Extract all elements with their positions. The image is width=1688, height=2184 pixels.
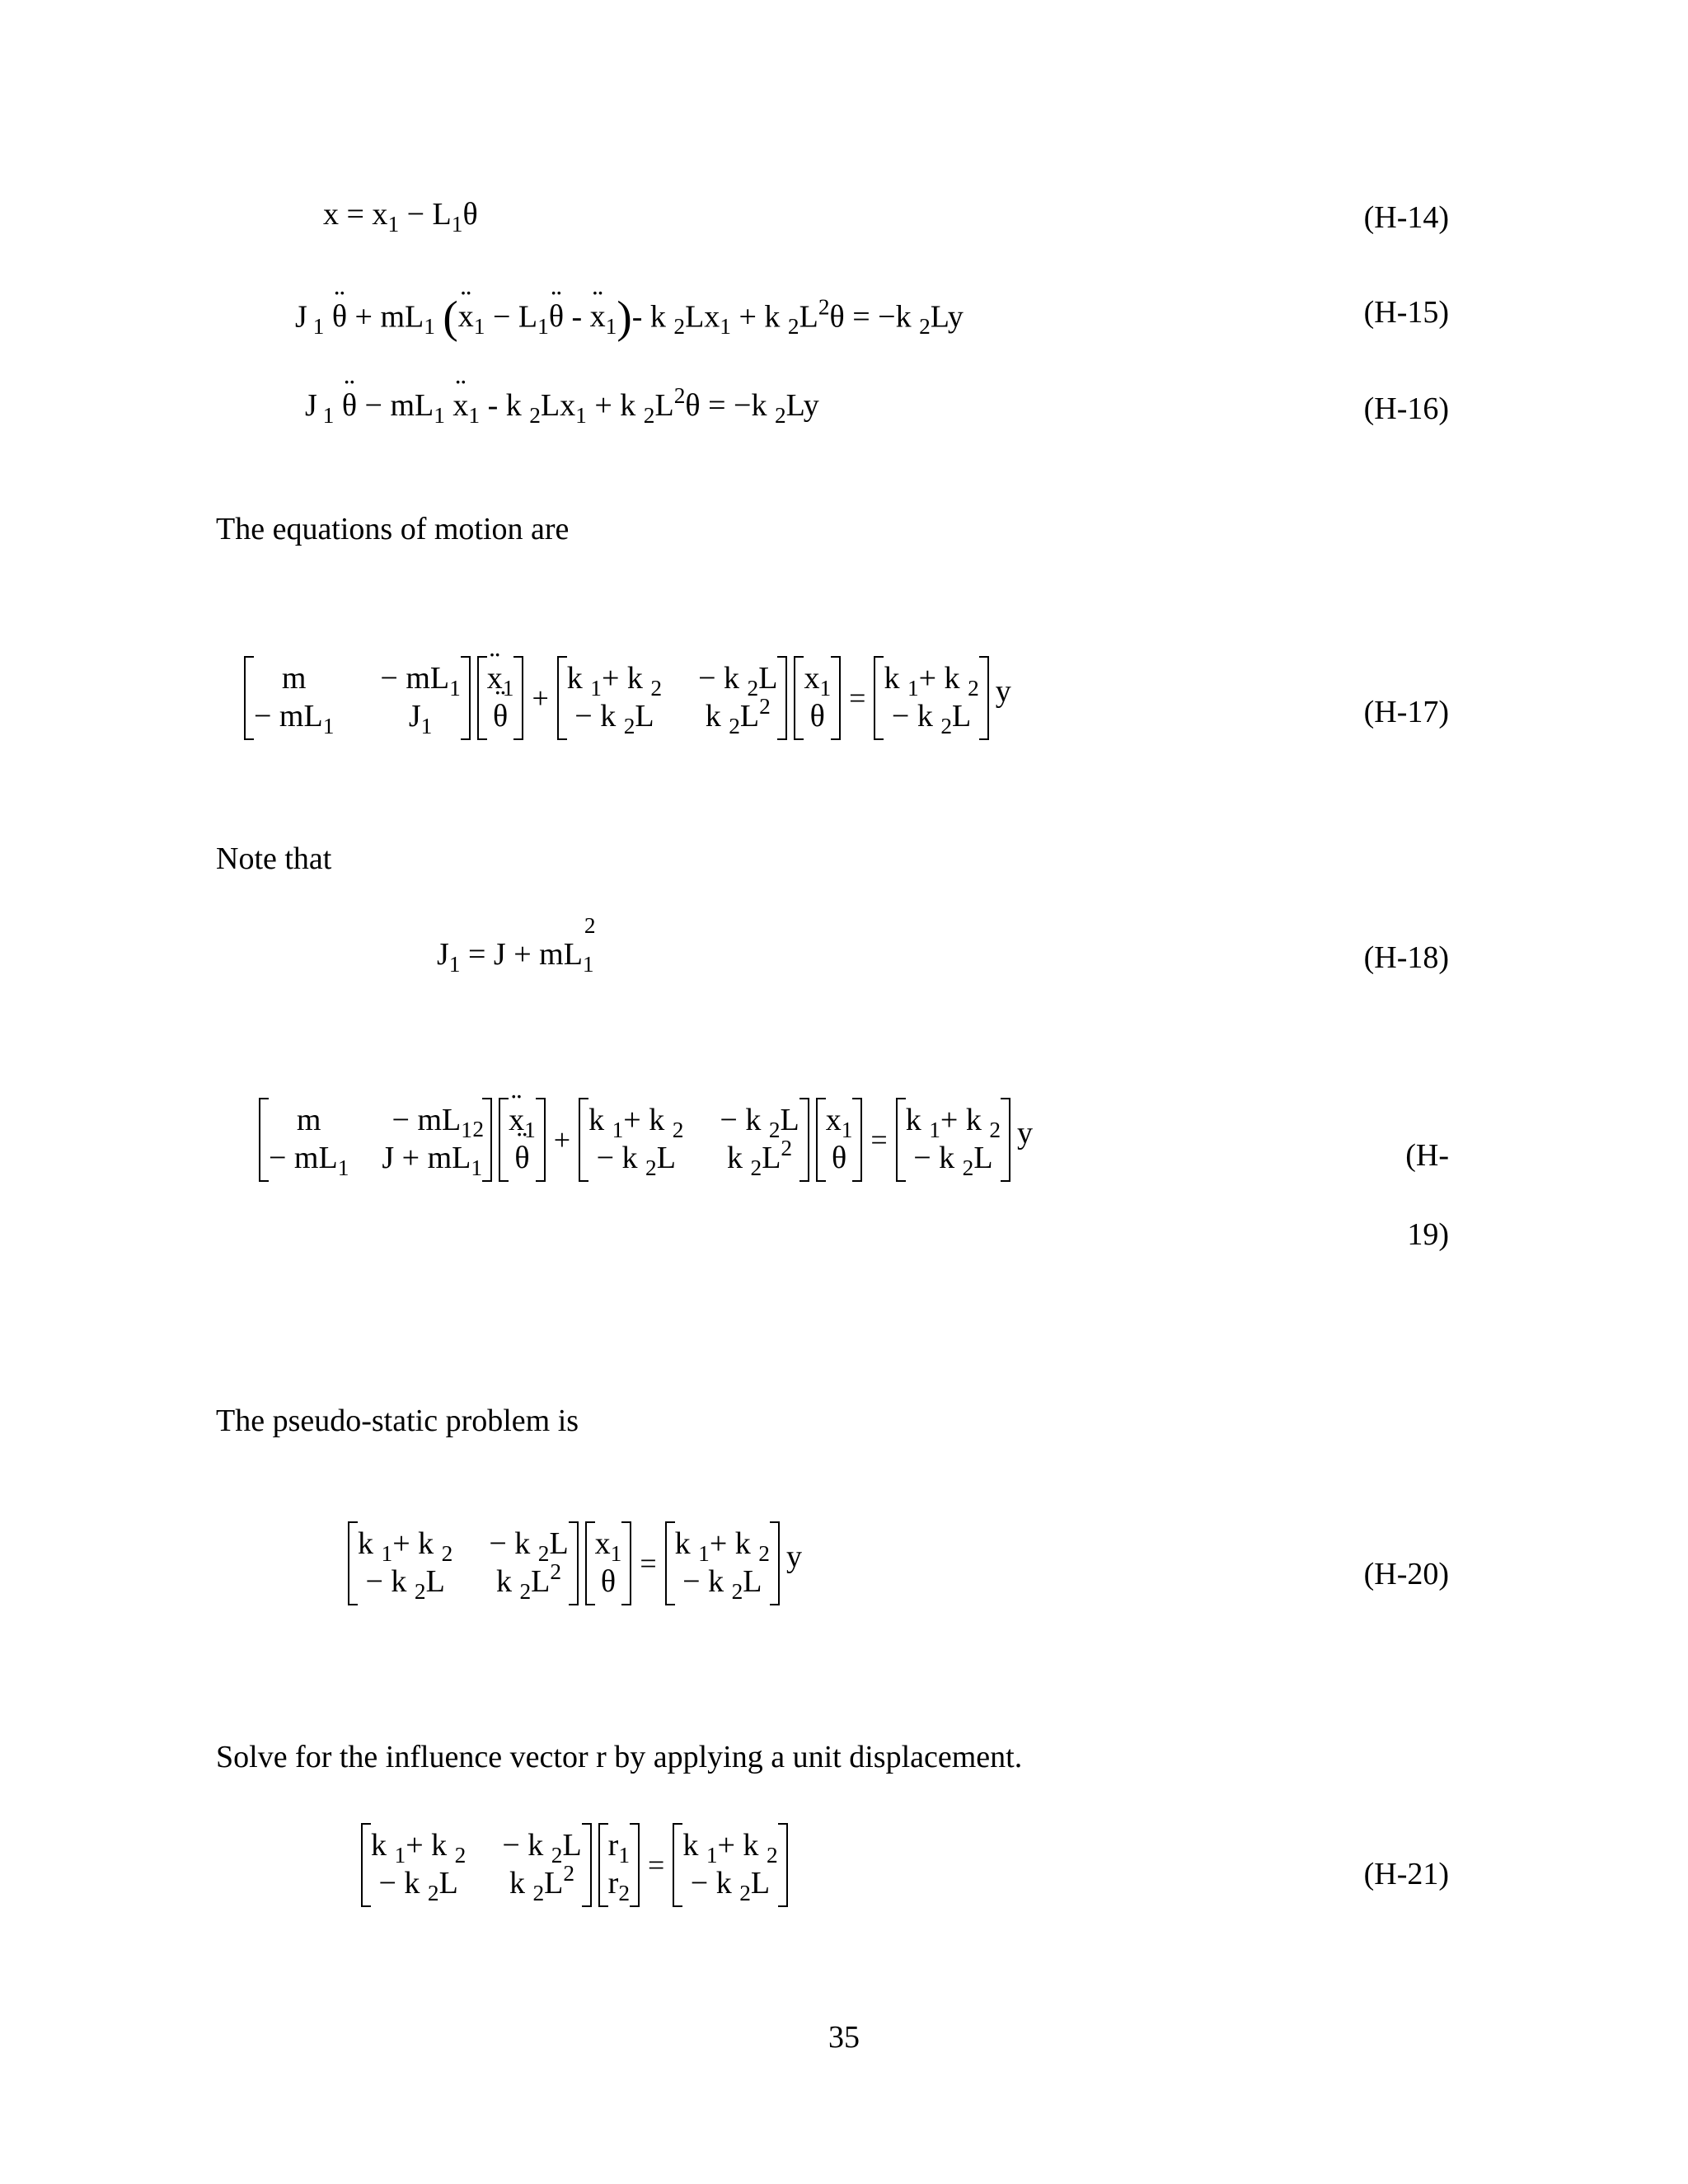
equation-h18: $J_1 = J$ + mL 2 $_1$ [437,913,596,977]
mass-matrix: m − $mL_1$ − $mL_1$ $J_1$ [244,661,471,735]
page-number: 35 [828,2020,860,2055]
equation-h17: m − $mL_1$ − $mL_1$ $J_1$ ¨ $x_1$ ¨ θ + k $_1$+ k $_2$ − k $_2$L − k $_2$L k $_2L^2$ $x_1$ θ = k $_1$+ k $_2$ − k $_2$L y [241,661,1011,735]
paragraph-pseudo-static: The pseudo-static problem is [216,1404,579,1438]
influence-vector: $r_1$ $r_2$ [598,1828,640,1902]
force-vector-2: k $_1$+ k $_2$ − k $_2$L [896,1103,1010,1177]
acceleration-vector: ¨ $x_1$ ¨ θ [477,661,524,735]
acceleration-vector-2: ¨ $x_1$ ¨ θ [499,1103,546,1177]
equation-h19: m − $mL_1$ − $mL_1$ J + mL 2 $_1$ ¨ $x_1$ ¨ θ + k $_1$+ k $_2$ − k $_2$L − k $_2$L k $_2L^2$ $x_1$ θ = k $_1$+ k $_2$ − k $_2$L y [256,1103,1033,1177]
equation-label-h15: (H-15) [1363,295,1449,330]
stiffness-matrix-4: k $_1$+ k $_2$ − k $_2$L − k $_2$L k $_2L^2$ [361,1828,592,1902]
paragraph-note-that: Note that [216,841,332,876]
equation-label-h19-part2: 19) [1407,1217,1449,1252]
displacement-vector-3: $x_1$ θ [585,1526,632,1601]
force-vector: k $_1$+ k $_2$ − k $_2$L [874,661,988,735]
equation-label-h16: (H-16) [1363,391,1449,426]
equation-h15: J $_1$ ¨ $\theta + mL_1$ (¨ $x_1$ − $L_1¨$ θ - ¨ $x_1)-$ k $_2Lx_1 + k$ $_2L^2\theta = -k$ $_2$Ly [295,293,964,343]
displacement-vector-2: $x_1$ θ [816,1103,863,1177]
displacement-vector: $x_1$ θ [794,661,841,735]
equation-h14: $x = x_1 - L_1\theta$ [323,197,478,237]
equation-h20: k $_1$+ k $_2$ − k $_2$L − k $_2$L k $_2L^2$ $x_1$ θ = k $_1$+ k $_2$ − k $_2$L y [345,1526,802,1601]
equation-label-h17: (H-17) [1363,695,1449,729]
paragraph-solve-influence: Solve for the influence vector r by applying a unit displacement. [216,1740,1023,1774]
stiffness-matrix-2: k $_1$+ k $_2$ − k $_2$L − k $_2$L k $_2L^2$ [579,1103,809,1177]
equation-h21: k $_1$+ k $_2$ − k $_2$L − k $_2$L k $_2L^2$ $r_1$ $r_2$ = k $_1$+ k $_2$ − k $_2$L [358,1828,791,1902]
mass-matrix-expanded: m − $mL_1$ − $mL_1$ J + mL 2 $_1$ [259,1103,492,1177]
force-vector-4: k $_1$+ k $_2$ − k $_2$L [673,1828,787,1902]
equation-label-h14: (H-14) [1363,200,1449,235]
stiffness-matrix-3: k $_1$+ k $_2$ − k $_2$L − k $_2$L k $_2L^2$ [348,1526,579,1601]
force-vector-3: k $_1$+ k $_2$ − k $_2$L [665,1526,780,1601]
stiffness-matrix: k $_1$+ k $_2$ − k $_2$L − k $_2$L k $_2L^2$ [557,661,788,735]
paragraph-equations-of-motion: The equations of motion are [216,512,570,546]
equation-label-h20: (H-20) [1363,1557,1449,1591]
equation-label-h21: (H-21) [1363,1857,1449,1891]
equation-h16: J $_1$ ¨ $\theta - mL_1$ ¨ $x_1$ - k $_2Lx_1 + k$ $_2L^2\theta = -k$ $_2$Ly [305,389,819,424]
equation-label-h19-part1: (H- [1405,1138,1449,1173]
equation-label-h18: (H-18) [1363,940,1449,975]
